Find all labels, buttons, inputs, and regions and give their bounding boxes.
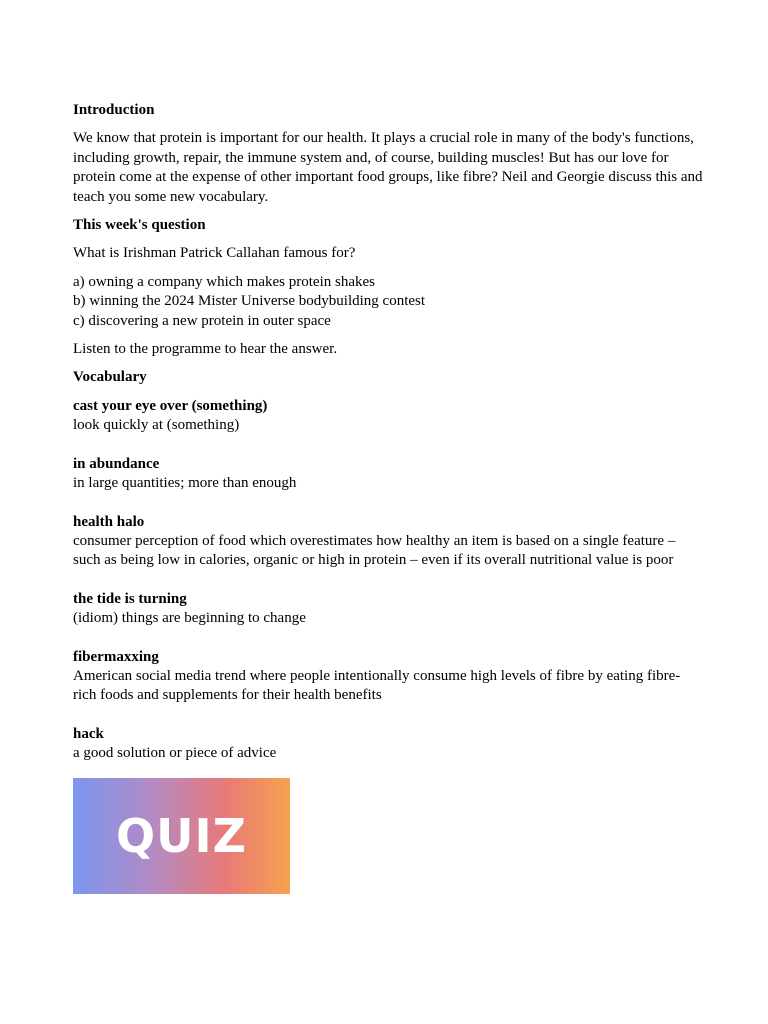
vocab-definition: consumer perception of food which overestimates how healthy an item is based on a single feature – such as being low in calories, organic or high in protein – even if its overall nutritional value is poor (73, 532, 676, 569)
question-text: What is Irishman Patrick Callahan famous for? (73, 245, 356, 262)
option-c: c) discovering a new protein in outer space (73, 312, 331, 329)
vocab-entry (73, 725, 703, 764)
vocab-definition: American social media trend where people intentionally consume high levels of fibre by eating fibre-rich foods and supplements for their health benefits (73, 667, 681, 704)
vocab-entry (73, 455, 703, 494)
quiz-banner-image (73, 778, 290, 894)
quiz-label: QUIZ (116, 809, 247, 863)
listen-instruction: Listen to the programme to hear the answer. (73, 341, 338, 358)
introduction-text: We know that protein is important for our health. It plays a crucial role in many of the body's functions, including growth, repair, the immune system and, of course, building muscles! But has our love for protein come at the expense of other important food groups, like fibre? Neil and Georgie discuss this and teach you some new vocabulary. (73, 130, 703, 205)
vocab-definition: a good solution or piece of advice (73, 745, 277, 762)
vocab-definition: look quickly at (something) (73, 417, 240, 434)
vocabulary-heading: Vocabulary (73, 369, 147, 386)
vocab-entry (73, 590, 703, 629)
vocab-definition: in large quantities; more than enough (73, 475, 297, 492)
vocab-definition: (idiom) things are beginning to change (73, 610, 306, 627)
option-a: a) owning a company which makes protein shakes (73, 273, 375, 290)
introduction-heading: Introduction (73, 102, 155, 118)
document-body (73, 101, 703, 783)
vocab-term: cast your eye over (something) (73, 397, 268, 414)
vocab-term: in abundance (73, 455, 160, 472)
option-b: b) winning the 2024 Mister Universe bodybuilding contest (73, 293, 426, 310)
answer-options (73, 273, 703, 331)
vocab-entry (73, 513, 703, 571)
vocab-term: fibermaxxing (73, 648, 159, 665)
vocab-term: hack (73, 725, 104, 742)
vocab-entry (73, 648, 703, 706)
question-heading: This week's question (73, 217, 206, 234)
vocab-term: health halo (73, 513, 145, 530)
vocab-term: the tide is turning (73, 590, 187, 607)
vocab-entry (73, 397, 703, 436)
